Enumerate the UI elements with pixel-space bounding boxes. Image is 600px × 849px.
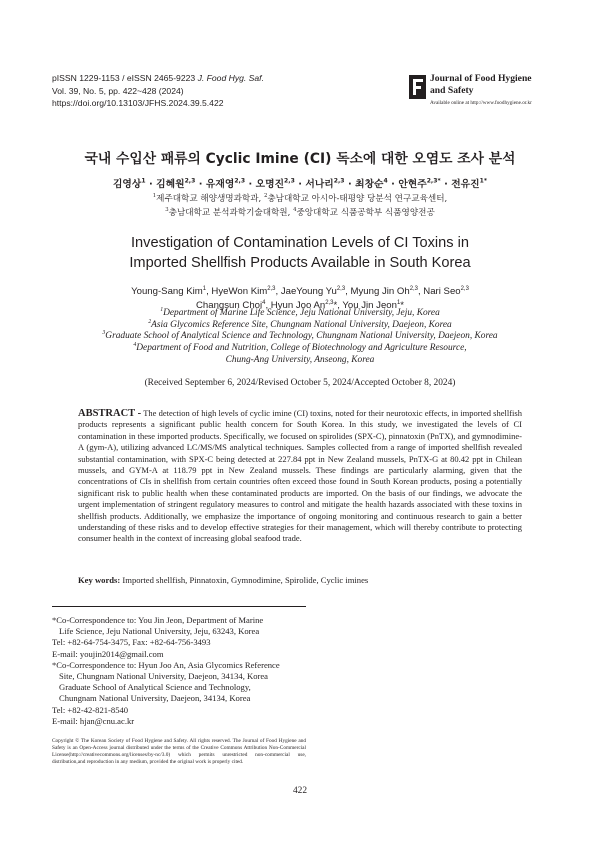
aff-sup: 4 [293, 207, 297, 214]
page-number: 422 [292, 786, 308, 796]
keywords [78, 575, 368, 585]
logo-available-online[interactable]: Available online at http://www.foodhygiene.or.kr [430, 100, 532, 106]
english-title-line2: Imported Shellfish Products Available in South Korea [129, 255, 471, 271]
english-author-sup: 2,3 [460, 285, 469, 292]
english-author-name: Nari Seo [423, 286, 461, 297]
affiliation-text: Department of Marine Life Science, Jeju National University, Jeju, Korea [163, 308, 440, 318]
corresponding-mark: * [400, 300, 404, 311]
english-affiliations [0, 308, 600, 367]
korean-affiliation-line1 [0, 192, 600, 204]
korean-affiliation-line2 [0, 206, 600, 218]
keywords-label: Key words: [78, 575, 121, 585]
aff-sup: 1 [152, 193, 157, 200]
issn: pISSN 1229-1153 / eISSN 2465-9223 [52, 73, 196, 83]
korean-author-sup: 2,3 [333, 177, 345, 185]
logo-title [430, 73, 532, 97]
english-author-sup: 2,3 [336, 285, 346, 292]
corr-line: Graduate School of Analytical Science and Technology, [59, 682, 251, 693]
korean-authors [0, 176, 600, 190]
english-affiliation [0, 343, 600, 355]
abstract-text: The detection of high levels of cyclic imine (CI) toxins, noted for their neurotoxic effects, in imported shellfish products represents a significant public health concern for South Korea. In this study, we investigated the levels of CI contamination in these imported products. Specifically, we focused on spirolides (SPX-C), pinnatoxin (PnTX), and gymnodimine-A (gym-A), utilizing advanced LC/MS/MS analytical techniques. Samples collected from a range of imported shellfish revealed substantial contamination, with SPX-C being detected at 227.84 ppt in New Zealand mussels, PnTX-G at 80.42 ppt in Chilean mussels, and GYM-A at 118.79 ppt in New Zealand mussels. These findings are particularly alarming, given that the concentrations of CIs in shellfish from certain countries often exceed those found in South Korean products, posing a potentially significant risk to public health when these contaminated products are imported. On the basis of our findings, we advocate the urgent implementation of stringent regulatory measures to control and mitigate the health hazards associated with these toxins in shellfish products. Additionally, we emphasize the importance of ongoing monitoring and continuous research to gain a better understanding of these risks and to develop effective strategies for their management, which will thereby contribute to protecting consumer health in the context of increasing global seafood trade. [78, 408, 522, 544]
korean-author-name: 오명진 [255, 179, 285, 190]
footnote-divider [52, 606, 306, 607]
english-author-name: Changsun Choi [195, 300, 263, 311]
english-author-name: JaeYoung Yu [280, 286, 337, 297]
korean-author-name: 안현주 [398, 179, 427, 190]
english-author-name: Hyun Joo An [270, 300, 326, 311]
aff-text: 충남대학교 아시아-태평양 당분석 연구교육센터, [267, 194, 448, 204]
journal-logo-icon [409, 75, 426, 99]
corr-line: Life Science, Jeju National University, Jeju, 63243, Korea [59, 626, 260, 637]
author-separator: · [347, 179, 352, 190]
korean-author-sup: 2,3* [426, 177, 441, 185]
aff-text: 제주대학교 해양생명과학과, [156, 194, 264, 204]
aff-sup: 3 [165, 207, 169, 214]
affiliation-text: Graduate School of Analytical Science and Technology, Chungnam National University, Daejeon, Korea [105, 331, 498, 342]
english-author-sup: 2,3 [267, 285, 276, 292]
affiliation-text: Department of Food and Nutrition, College of Biotechnology and Agriculture Resource, [136, 343, 467, 354]
korean-author-name: 전유진 [451, 179, 480, 190]
english-author-sup: 1 [202, 285, 207, 292]
corr-line: Tel: +82-42-821-8540 [52, 704, 129, 715]
received-dates: (Received September 6, 2024/Revised October 5, 2024/Accepted October 8, 2024) [144, 378, 456, 388]
doi-line[interactable]: https://doi.org/10.13103/JFHS.2024.39.5.422 [52, 98, 224, 108]
english-author-name: Young-Sang Kim [131, 286, 203, 297]
affiliation-sup: 4 [133, 341, 137, 348]
affiliation-sup: 1 [160, 306, 164, 313]
affiliation-text: Chung-Ang University, Anseong, Korea [225, 354, 375, 365]
logo-title-line2: and Safety [430, 85, 474, 96]
korean-author-name: 최창순 [355, 179, 384, 190]
copyright-notice: Copyright © The Korean Society of Food Hygiene and Safety. All rights reserved. The Journal of Food Hygiene and Safety is an Open-Access journal distributed under the terms of the Creative Commons Attribution Non-Commercial License(http://creativecommons.org/licenses/by-nc/3.0) which permits unrestricted non-commercial use, distribution,and reproduction in any medium, provided the original work is properly cited. [52, 738, 306, 765]
affiliation-text: Asia Glycomics Reference Site, Chungnam National University, Daejeon, Korea [151, 319, 452, 330]
author-separator: · [149, 179, 153, 190]
author-separator: · [391, 179, 395, 190]
english-title-line1: Investigation of Contamination Levels of CI Toxins in [130, 235, 469, 251]
english-affiliation [0, 320, 600, 332]
english-author-name: Myung Jin Oh [350, 286, 410, 297]
author-separator: · [298, 179, 302, 190]
english-author-name: You Jin Jeon [342, 300, 397, 311]
korean-author-sup: 2,3 [234, 177, 246, 185]
english-title [0, 233, 600, 273]
english-affiliation [0, 308, 600, 320]
english-author-name: HyeWon Kim [211, 286, 268, 297]
corr-email[interactable]: E-mail: hjan@cnu.ac.kr [52, 715, 135, 726]
keywords-text: Imported shellfish, Pinnatoxin, Gymnodimine, Spirolide, Cyclic imines [122, 575, 369, 585]
korean-author-name: 김영상 [112, 179, 142, 190]
english-author-sup: 2,3 [409, 285, 418, 292]
korean-author-sup: 2,3 [284, 177, 295, 185]
issn-line [52, 72, 264, 85]
abstract-heading: ABSTRACT - [78, 408, 142, 419]
corr-line: Tel: +82-64-754-3475, Fax: +82-64-756-3493 [52, 637, 211, 648]
author-separator: · [248, 179, 253, 190]
english-affiliation [0, 331, 600, 343]
korean-author-sup: 4 [383, 177, 388, 185]
corr-line: *Co-Correspondence to: You Jin Jeon, Department of Marine [52, 615, 264, 625]
english-affiliation [0, 355, 600, 367]
abstract [78, 408, 522, 545]
logo-title-line1: Journal of Food Hygiene [430, 73, 532, 84]
corr-line: Site, Chungnam National University, Daejeon, 34134, Korea [59, 671, 268, 682]
english-authors-line1: Young-Sang Kim$^1$, HyeWon Kim$^{2,3}$, JaeYoung Yu$^{2,3}$, Myung Jin Oh$^{2,3}$, Nari Seo$^{2,3}$ [131, 285, 469, 297]
english-author-sup: 1 [396, 299, 401, 306]
affiliation-sup: 3 [102, 330, 106, 337]
author-separator: · [198, 179, 203, 190]
korean-author-name: 유재영 [205, 179, 235, 190]
aff-text: 중앙대학교 식품공학부 식품영양전공 [296, 208, 435, 218]
aff-text: 충남대학교 분석과학기술대학원, [168, 208, 294, 218]
corr-line: Chungnam National University, Daejeon, 34134, Korea [59, 693, 251, 704]
affiliation-sup: 2 [148, 318, 152, 325]
korean-author-name: 김혜원 [156, 179, 185, 190]
korean-title: 국내 수입산 패류의 Cyclic Imine (CI) 독소에 대한 오염도 조사 분석 [84, 151, 516, 167]
corresponding-mark: * [333, 300, 338, 311]
english-authors-line2: Changsun Choi$^4$, Hyun Joo An$^{2,3}$*, You Jin Jeon$^1$* [195, 299, 404, 311]
author-separator: · [444, 179, 448, 190]
korean-author-sup: 2,3 [184, 177, 196, 185]
english-author-sup: 4 [262, 299, 266, 306]
volume-line: Vol. 39, No. 5, pp. 422~428 (2024) [52, 85, 184, 96]
korean-author-sup: 1 [141, 177, 146, 185]
korean-author-name: 서나리 [305, 179, 334, 190]
corr-line: *Co-Correspondence to: Hyun Joo An, Asia Glycomics Reference [52, 659, 280, 670]
aff-sup: 2 [263, 193, 268, 200]
journal-header [52, 72, 264, 110]
english-author-sup: 2,3 [325, 299, 334, 306]
corr-email[interactable]: E-mail: youjin2014@gmail.com [52, 648, 164, 659]
korean-author-sup: 1* [479, 177, 488, 185]
journal-abbrev: J. Food Hyg. Saf. [197, 73, 264, 83]
journal-logo [409, 73, 559, 113]
correspondence-block [52, 615, 306, 727]
